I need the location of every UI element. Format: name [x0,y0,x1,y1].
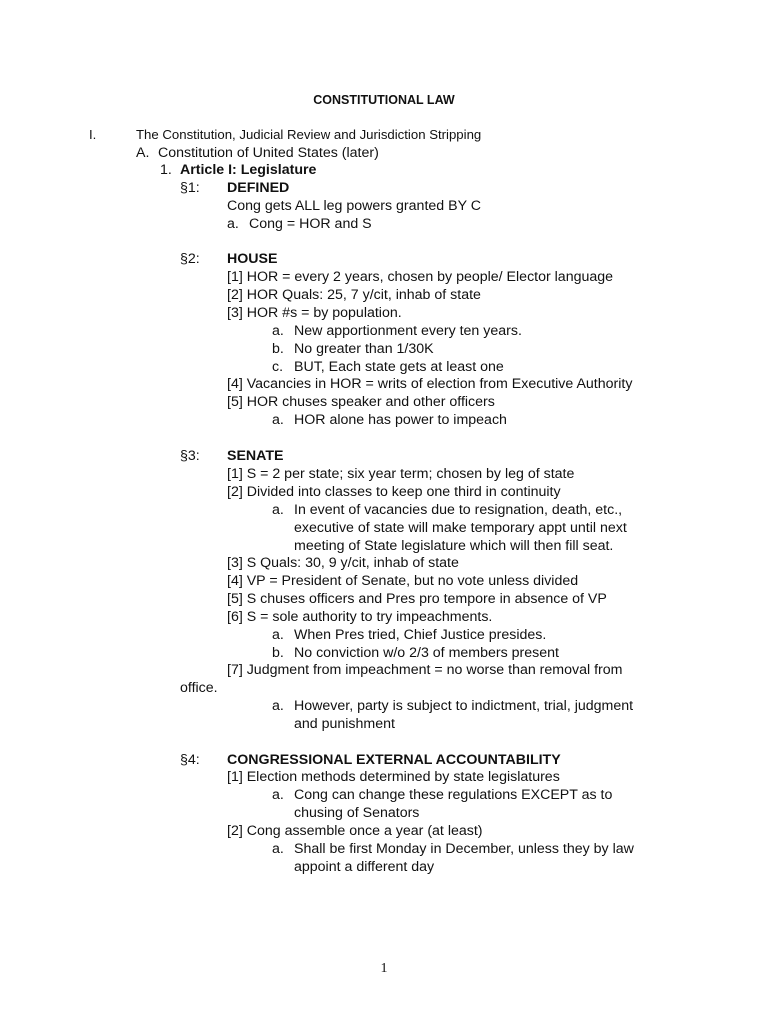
section-2-num: §2: [180,251,200,267]
section-2-sub-text: New apportionment every ten years. [294,323,522,339]
outline-num-i: I. [89,127,97,142]
section-4-sub-num: a. [272,841,284,857]
section-2-sub-num: a. [272,412,284,428]
section-3-sub-text: No conviction w/o 2/3 of members present [294,645,559,661]
section-3-sub-num: a. [272,698,284,714]
outline-num-a: A. [136,145,150,161]
section-4-sub-text: Shall be first Monday in December, unless they by law [294,841,634,857]
section-3-line-7-cont: office. [180,680,218,696]
section-3-sub-num: b. [272,645,284,661]
section-4-line-2: [2] Cong assemble once a year (at least) [227,823,483,839]
section-2-sub-text: No greater than 1/30K [294,341,434,357]
section-2-sub-num: c. [272,359,284,375]
section-1-sub-num: a. [227,216,239,232]
outline-part-i: The Constitution, Judicial Review and Jurisdiction Stripping [136,127,482,142]
section-1-num: §1: [180,180,200,196]
section-3-line-5: [5] S chuses officers and Pres pro tempore in absence of VP [227,591,607,607]
section-3-sub-text: and punishment [294,716,395,732]
section-3-line-6: [6] S = sole authority to try impeachments. [227,609,493,625]
section-1-heading: DEFINED [227,180,290,196]
section-2-heading: HOUSE [227,251,278,267]
section-3-line-2: [2] Divided into classes to keep one third in continuity [227,484,561,500]
section-2-sub-text: BUT, Each state gets at least one [294,359,504,375]
section-3-sub-text: executive of state will make temporary appt until next [294,520,627,536]
section-2-line-5: [5] HOR chuses speaker and other officers [227,394,495,410]
page-number: 1 [380,961,388,976]
section-4-sub-text: appoint a different day [294,859,435,875]
outline-part-a: Constitution of United States (later) [158,145,379,161]
section-3-line-1: [1] S = 2 per state; six year term; chosen by leg of state [227,466,575,482]
section-4-sub-text: Cong can change these regulations EXCEPT as to [294,787,613,803]
section-2-line-2: [2] HOR Quals: 25, 7 y/cit, inhab of state [227,287,481,303]
outline-item-1: Article I: Legislature [180,162,317,178]
section-4-heading: CONGRESSIONAL EXTERNAL ACCOUNTABILITY [227,752,561,768]
section-2-sub-num: b. [272,341,284,357]
section-3-line-4: [4] VP = President of Senate, but no vote unless divided [227,573,579,589]
section-2-line-4: [4] Vacancies in HOR = writs of election from Executive Authority [227,376,633,392]
section-2-sub-text: HOR alone has power to impeach [294,412,507,428]
section-4-sub-text: chusing of Senators [294,805,420,821]
section-2-line-1: [1] HOR = every 2 years, chosen by people/ Elector language [227,269,614,285]
section-2-sub-num: a. [272,323,284,339]
section-4-line-1: [1] Election methods determined by state legislatures [227,769,560,785]
section-1-sub-text: Cong = HOR and S [249,216,372,232]
section-3-line-3: [3] S Quals: 30, 9 y/cit, inhab of state [227,555,459,571]
document-title: CONSTITUTIONAL LAW [313,93,455,107]
section-3-sub-text: When Pres tried, Chief Justice presides. [294,627,547,643]
section-3-sub-text: In event of vacancies due to resignation, death, etc., [294,502,623,518]
section-3-sub-num: a. [272,627,284,643]
outline-num-1: 1. [160,162,172,178]
section-3-sub-num: a. [272,502,284,518]
section-4-num: §4: [180,752,200,768]
section-3-line-7: [7] Judgment from impeachment = no worse than removal from [227,662,623,678]
section-3-num: §3: [180,448,200,464]
section-3-sub-text: meeting of State legislature which will then fill seat. [294,538,614,554]
section-1-line: Cong gets ALL leg powers granted BY C [227,198,481,214]
section-3-sub-text: However, party is subject to indictment, trial, judgment [294,698,634,714]
section-3-heading: SENATE [227,448,284,464]
section-4-sub-num: a. [272,787,284,803]
section-2-line-3: [3] HOR #s = by population. [227,305,402,321]
